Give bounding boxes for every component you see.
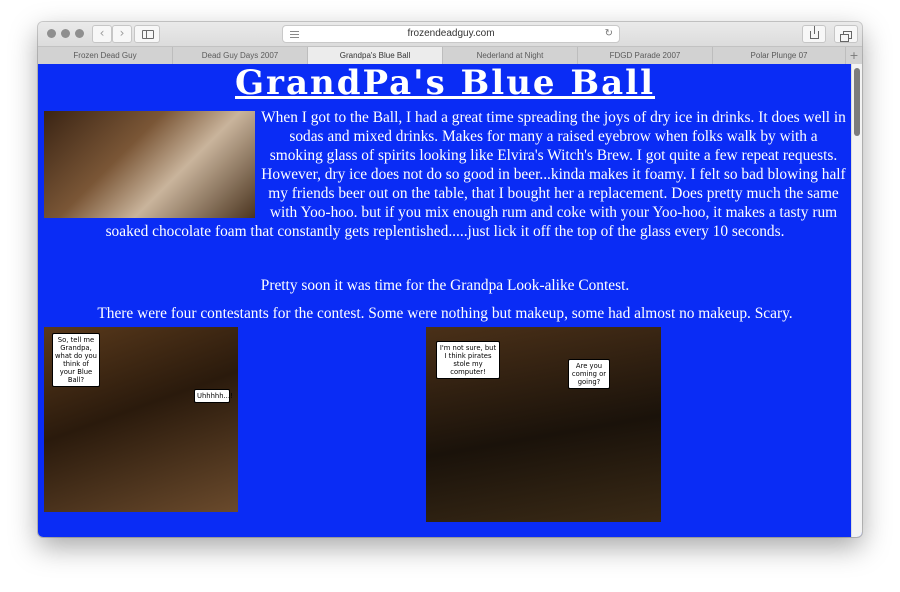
close-window-button[interactable] [47,29,56,38]
page-content [38,64,862,537]
browser-window [38,22,862,537]
share-button[interactable] [802,25,826,43]
tabs-overview-button[interactable] [834,25,858,43]
sidebar-button[interactable] [134,25,160,43]
paragraph-dry-ice: When I got to the Ball, I had a great time spreading the joys of dry ice in drinks. It does well in sodas and mixed drinks. Makes for many a raised eyebrow when folks walk by with a smoking glass of spirits looking like Elvira's Witch's Brew. I got quite a few repeat requests. However, dry ice does not do so good in beer...kinda makes it foamy. I felt so bad blowing half my friends beer out on the table, that I bought her a replacement. Does pretty much the same with Yoo-hoo. but if you mix enough rum and coke with your Yoo-hoo, it makes a tasty rum soaked chocolate foam that constantly gets replentished.....just lick it off the top of the glass every 10 seconds. [105,109,846,240]
tab-fdgd-parade-2007[interactable]: FDGD Parade 2007 [578,47,713,64]
speech-bubble: Are you coming or going? [568,359,610,389]
tab-frozen-dead-guy[interactable]: Frozen Dead Guy [38,47,173,64]
speech-bubble: So, tell me Grandpa, what do you think of your Blue Ball? [52,333,100,387]
contest-photo-2 [426,327,661,522]
chevron-right-icon: › [119,26,125,40]
contest-photos [44,327,846,527]
minimize-window-button[interactable] [61,29,70,38]
vertical-scrollbar[interactable] [851,64,862,537]
reload-icon[interactable]: ↻ [604,28,613,39]
tab-bar [38,46,862,65]
new-tab-button[interactable] [846,47,862,64]
tab-polar-plunge-07[interactable]: Polar Plunge 07 [713,47,846,64]
article-body [44,108,846,527]
chevron-left-icon: ‹ [99,26,105,40]
tabs-overview-icon [843,31,852,39]
contest-photo-1 [44,327,238,512]
speech-bubble: Uhhhhh...! [194,389,230,403]
zoom-window-button[interactable] [75,29,84,38]
sidebar-icon [142,30,154,39]
paragraph-lookalike-contest: Pretty soon it was time for the Grandpa Look-alike Contest. [260,277,630,294]
address-bar[interactable] [282,25,620,43]
plus-icon: + [849,49,859,62]
tab-nederland-at-night[interactable]: Nederland at Night [443,47,578,64]
forward-button[interactable] [112,25,132,43]
tab-grandpas-blue-ball[interactable]: Grandpa's Blue Ball [308,47,443,64]
dry-ice-beer-photo [44,111,255,218]
browser-toolbar [38,22,862,46]
tab-dead-guy-days-2007[interactable]: Dead Guy Days 2007 [173,47,308,64]
share-icon [810,31,819,39]
scrollbar-thumb[interactable] [854,68,860,136]
paragraph-contestants: There were four contestants for the contest. Some were nothing but makeup, some had almost no makeup. Scary. [97,305,793,322]
back-button[interactable] [92,25,112,43]
speech-bubble: I'm not sure, but I think pirates stole my computer! [436,341,500,379]
url-text: frozendeadguy.com [407,28,495,39]
page-title: GrandPa's Blue Ball [235,64,655,103]
